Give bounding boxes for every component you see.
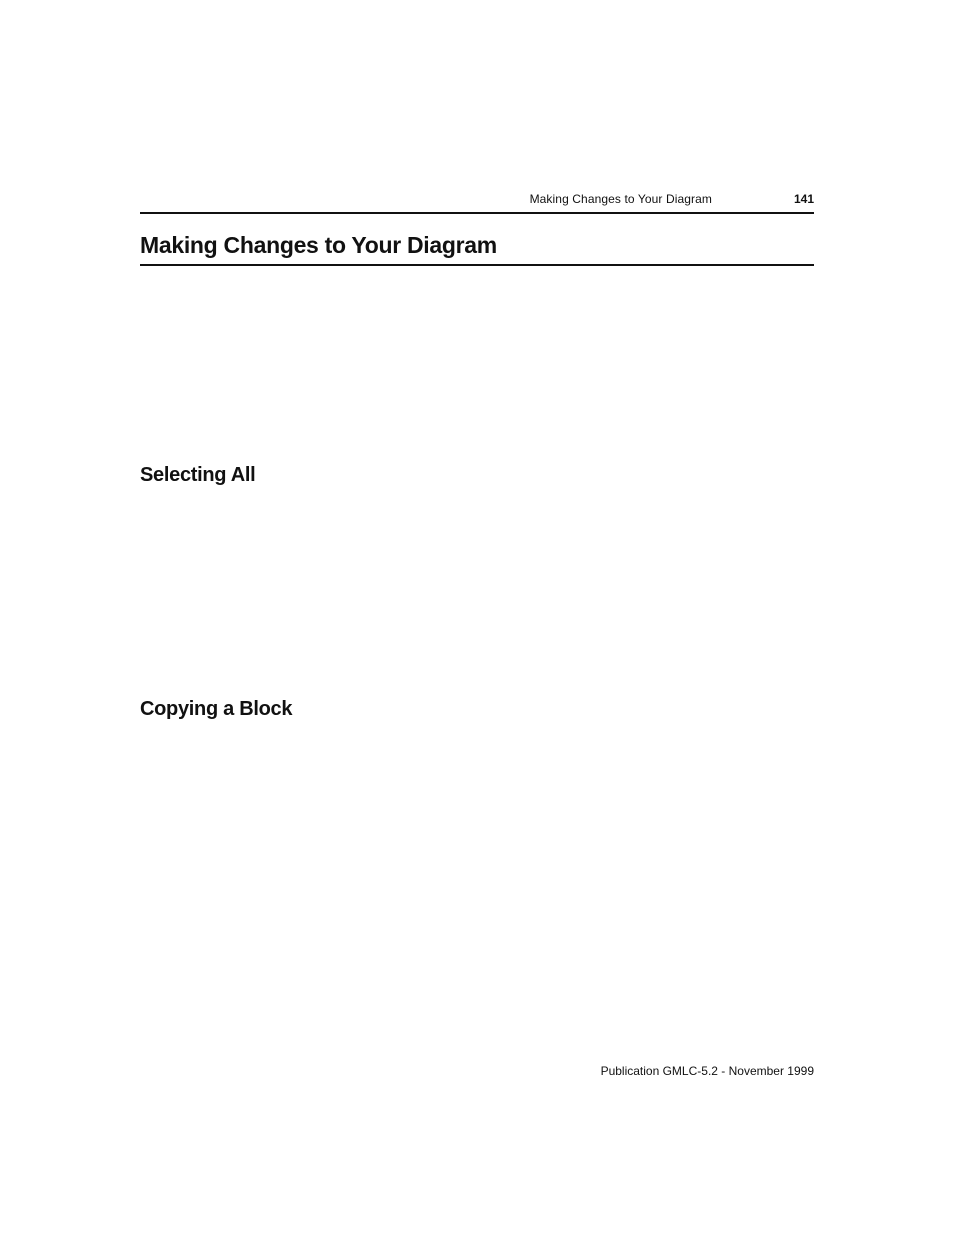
publication-footer: Publication GMLC-5.2 - November 1999 (600, 1064, 814, 1078)
subheading-selecting-all: Selecting All (140, 464, 256, 486)
section-title: Making Changes to Your Diagram (140, 232, 497, 258)
page-number: 141 (793, 192, 814, 206)
subheading-copying-a-block: Copying a Block (140, 698, 293, 720)
section-heading (140, 232, 814, 266)
running-header-title: Making Changes to Your Diagram (529, 192, 712, 206)
running-header (140, 190, 814, 214)
